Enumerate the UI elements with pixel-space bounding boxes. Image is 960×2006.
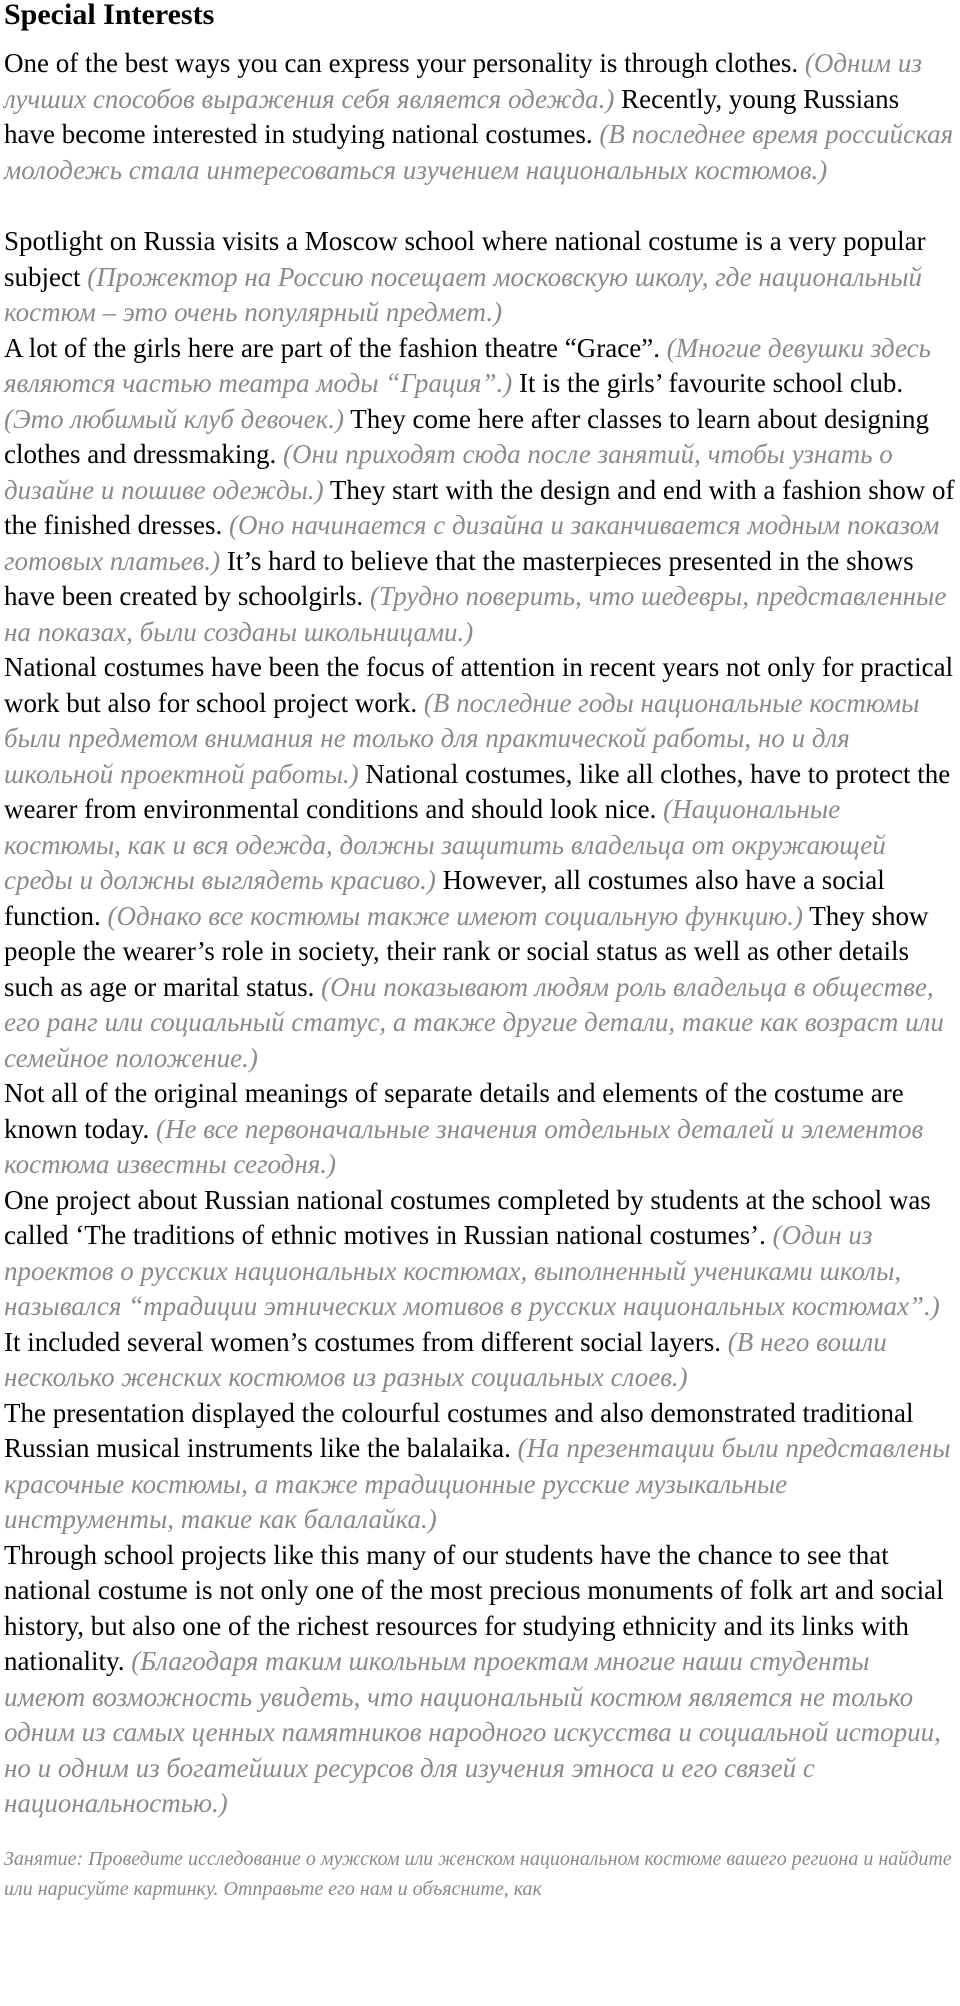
english-sentence: However, all costumes also have a social function. xyxy=(4,865,885,931)
paragraph xyxy=(4,46,956,188)
paragraph xyxy=(4,1538,956,1822)
russian-translation: (Национальные костюмы, как и вся одежда, должны защитить владельца от окружающей среды и должны выглядеть красиво.) xyxy=(4,794,886,895)
english-sentence: Spotlight on Russia visits a Moscow school where national costume is a very popular subject xyxy=(4,226,926,292)
paragraph xyxy=(4,331,956,651)
russian-translation: (Одним из лучших способов выражения себя является одежда.) xyxy=(4,48,922,114)
english-sentence: It’s hard to believe that the masterpieces presented in the shows have been created by schoolgirls. xyxy=(4,545,914,611)
russian-translation: (Трудно поверить, что шедевры, представленные на показах, были созданы школьницами.) xyxy=(4,581,947,647)
paragraph xyxy=(4,1076,956,1183)
english-sentence: The presentation displayed the colourful costumes and also demonstrated traditional Russian musical instruments like the balalaika. xyxy=(4,1397,914,1463)
paragraph xyxy=(4,650,956,1076)
english-sentence: National costumes have been the focus of attention in recent years not only for practical work but also for school project work. xyxy=(4,652,954,718)
english-sentence: One of the best ways you can express your personality is through clothes. xyxy=(4,48,799,78)
russian-translation: (Один из проектов о русских национальных костюмах, выполненный учениками школы, назывался “традиции этнических мотивов в русских национальных костюмах”.) xyxy=(4,1220,940,1321)
english-sentence: Recently, young Russians have become interested in studying national costumes. xyxy=(4,83,900,149)
russian-translation: (В последнее время российская молодежь стала интересоваться изучением национальных костюмов.) xyxy=(4,119,954,185)
paragraph xyxy=(4,1183,956,1396)
paragraph xyxy=(4,224,956,331)
russian-translation: (Благодаря таким школьным проектам многие наши студенты имеют возможность увидеть, что национальный костюм является не только одним из самых ценных памятников народного искусства и социальной истории, но и одним из богатейших ресурсов для изучения этноса и его связей с национальностью.) xyxy=(4,1646,941,1818)
russian-translation: (Прожектор на Россию посещает московскую школу, где национальный костюм – это очень популярный предмет.) xyxy=(4,261,922,327)
english-sentence: One project about Russian national costumes completed by students at the school was called ‘The traditions of ethnic motives in Russian national costumes’. xyxy=(4,1184,931,1250)
english-sentence: Through school projects like this many of our students have the chance to see that national costume is not only one of the most precious monuments of folk art and social history, but also one of the richest resources for studying ethnicity and its links with nationality. xyxy=(4,1539,944,1676)
russian-translation: (На презентации были представлены красочные костюмы, а также традиционные русские музыкальные инструменты, такие как балалайка.) xyxy=(4,1433,951,1534)
english-sentence: It included several women’s costumes from different social layers. xyxy=(4,1326,722,1357)
russian-translation: (Они приходят сюда после занятий, чтобы узнать о дизайне и пошиве одежды.) xyxy=(4,439,893,505)
russian-translation: (В последние годы национальные костюмы были предметом внимания не только для практической работы, но и для школьной проектной работы.) xyxy=(4,687,920,789)
english-sentence: They come here after classes to learn about designing clothes and dressmaking. xyxy=(4,403,930,469)
english-sentence: A lot of the girls here are part of the fashion theatre “Grace”. xyxy=(4,332,660,363)
english-sentence: They show people the wearer’s role in society, their rank or social status as well as other details such as age or marital status. xyxy=(4,900,929,1002)
page-title: Special Interests xyxy=(4,0,215,31)
russian-translation: (Однако все костюмы также имеют социальную функцию.) xyxy=(107,900,804,931)
russian-translation: (Не все первоначальные значения отдельных деталей и элементов костюма известны сегодня.) xyxy=(4,1113,924,1179)
english-sentence: They start with the design and end with a fashion show of the finished dresses. xyxy=(4,474,955,540)
russian-translation: (Оно начинается с дизайна и заканчивается модным показом готовых платьев.) xyxy=(4,510,940,576)
russian-translation: (Это любимый клуб девочек.) xyxy=(4,403,344,434)
task-note: Занятие: Проведите исследование о мужском или женском национальном костюме вашего региона и найдите или нарисуйте картинку. Отправьте его нам и объясните, как xyxy=(4,1847,952,1900)
russian-translation: (Они показывают людям роль владельца в обществе, его ранг или социальный статус, а также другие детали, такие как возраст или семейное положение.) xyxy=(4,971,944,1073)
paragraph-gap xyxy=(4,188,956,224)
russian-translation: (В него вошли несколько женских костюмов из разных социальных слоев.) xyxy=(4,1326,887,1392)
english-sentence: National costumes, like all clothes, have to protect the wearer from environmental conditions and should look nice. xyxy=(4,758,951,824)
english-sentence: Not all of the original meanings of separate details and elements of the costume are known today. xyxy=(4,1078,904,1144)
article-body xyxy=(4,46,956,1822)
russian-translation: (Многие девушки здесь являются частью театра моды “Грация”.) xyxy=(4,332,931,398)
english-sentence: It is the girls’ favourite school club. xyxy=(518,368,904,398)
paragraph xyxy=(4,1396,956,1538)
